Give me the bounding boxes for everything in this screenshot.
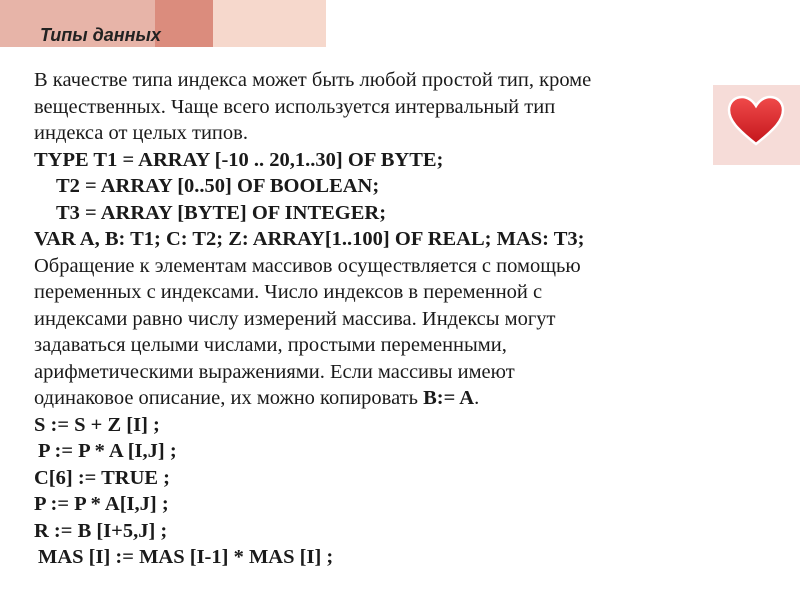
intro-line: В качестве типа индекса может быть любой простой тип, кроме <box>34 69 592 91</box>
copy-text: одинаковое описание, их можно копировать <box>34 387 424 409</box>
intro-line: вещественных. Чаще всего используется интервальный тип <box>34 95 556 118</box>
copy-period: . <box>474 387 480 409</box>
type-declaration-line: T2 = ARRAY [0..50] OF BOOLEAN; <box>56 175 380 197</box>
description-line: задаваться целыми числами, простыми переменными, <box>34 334 507 356</box>
code-line: R := B [I+5,J] ; <box>34 519 168 542</box>
type-declaration-line: T3 = ARRAY [BYTE] OF INTEGER; <box>56 201 387 224</box>
code-line: P := P * A [I,J] ; <box>38 440 177 462</box>
heart-icon <box>727 95 785 147</box>
description-line: арифметическими выражениями. Если массивы имеют <box>34 360 515 383</box>
slide-title: Типы данных <box>40 25 161 45</box>
slide-body <box>34 67 724 571</box>
copy-code: B:= A <box>423 387 475 409</box>
heart-panel <box>713 85 800 165</box>
code-line: C[6] := TRUE ; <box>34 466 171 489</box>
type-declaration-line: TYPE T1 = ARRAY [-10 .. 20,1..30] OF BYTE; <box>34 148 444 171</box>
code-line: P := P * A[I,J] ; <box>34 493 169 515</box>
code-line: S := S + Z [I] ; <box>34 413 160 436</box>
description-line: Обращение к элементам массивов осуществляется с помощью <box>34 254 581 277</box>
header-decor-right <box>213 0 326 47</box>
var-declaration-line: VAR A, B: T1; C: T2; Z: ARRAY[1..100] OF REAL; MAS: T3; <box>34 228 585 250</box>
intro-line: индекса от целых типов. <box>34 122 248 144</box>
code-line: MAS [I] := MAS [I-1] * MAS [I] ; <box>38 546 334 568</box>
description-line: переменных с индексами. Число индексов в переменной с <box>34 281 543 303</box>
copy-description-line <box>34 385 724 412</box>
description-line: индексами равно числу измерений массива. Индексы могут <box>34 307 556 330</box>
header-decor-middle <box>155 0 213 47</box>
